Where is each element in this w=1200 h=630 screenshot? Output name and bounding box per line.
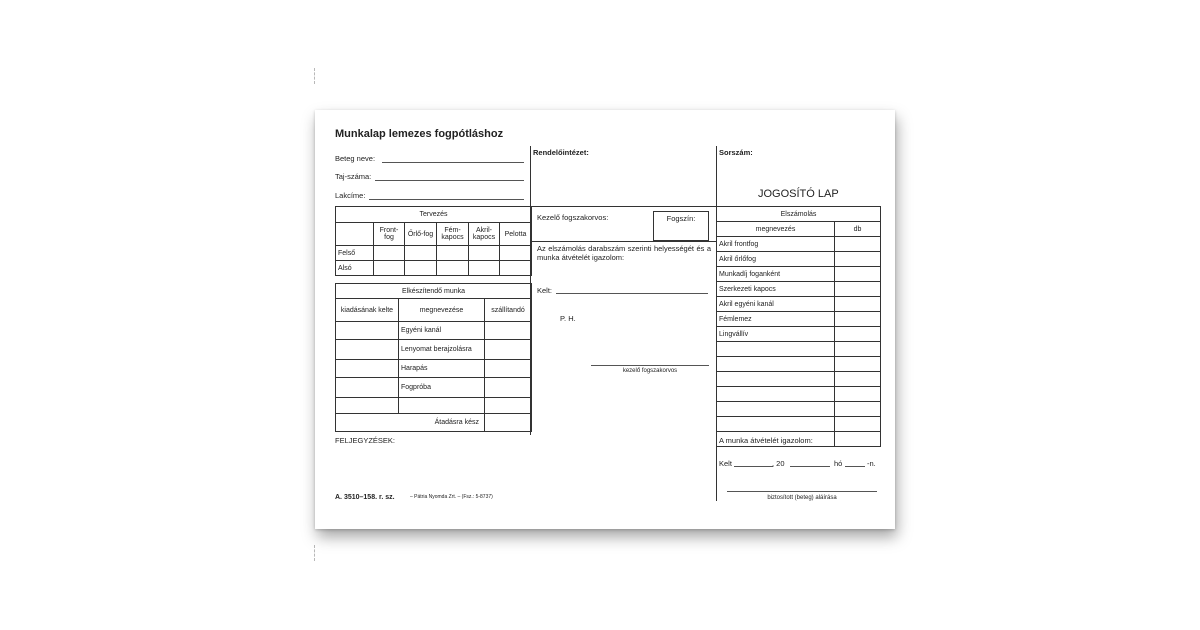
db-cell[interactable] — [835, 372, 881, 387]
fogszin-box[interactable] — [653, 211, 709, 241]
cell[interactable] — [336, 360, 399, 378]
row-also: Alsó — [336, 261, 374, 276]
col-frontfog: Front-fog — [374, 223, 405, 246]
db-cell[interactable] — [835, 252, 881, 267]
day-line[interactable] — [845, 466, 865, 467]
col-akrilkapocs: Akril-kapocs — [469, 223, 500, 246]
lakcime-label: Lakcíme: — [335, 191, 366, 200]
cell[interactable] — [485, 322, 532, 340]
col-szallitando: szállítandó — [485, 299, 532, 322]
kezelo-signature-line[interactable] — [591, 365, 709, 366]
elszamolas-item[interactable] — [717, 387, 835, 402]
sorszam-label: Sorszám: — [719, 148, 753, 157]
ho-label: hó — [834, 459, 843, 468]
tervezes-table — [335, 206, 532, 276]
igazolom-text: Az elszámolás darabszám szerinti helyességét és a munka átvételét igazolom: — [537, 244, 711, 262]
db-cell[interactable] — [835, 432, 881, 447]
atadasra-kesz: Átadásra kész — [336, 414, 485, 432]
kelt-label: Kelt: — [537, 286, 553, 295]
elszamolas-item[interactable] — [717, 417, 835, 432]
atvetel-kelt-label: Kelt — [719, 459, 732, 468]
elszamolas-header: Elszámolás — [717, 207, 881, 222]
row-felso: Felső — [336, 246, 374, 261]
col-db: db — [835, 222, 881, 237]
col-orlofog: Őrlő-fog — [405, 223, 437, 246]
taj-szama-line[interactable] — [375, 180, 524, 181]
elszamolas-item: Munkadíj foganként — [717, 267, 835, 282]
elszamolas-item: Fémlemez — [717, 312, 835, 327]
middle-rule — [530, 241, 716, 242]
elszamolas-item: Akril őrlőfog — [717, 252, 835, 267]
kezelo-signature-label: kezelő fogszakorvos — [622, 368, 678, 374]
crop-mark-bottom — [314, 545, 315, 561]
elszamolas-item[interactable] — [717, 402, 835, 417]
n-suffix: -n. — [867, 459, 876, 468]
db-cell[interactable] — [835, 282, 881, 297]
elszamolas-item[interactable] — [717, 342, 835, 357]
elszamolas-item: Akril frontfog — [717, 237, 835, 252]
db-cell[interactable] — [835, 237, 881, 252]
crop-mark-top — [314, 68, 315, 84]
patient-signature-label: biztosított (beteg) aláírása — [767, 495, 837, 501]
col-kelte: kiadásának kelte — [336, 299, 399, 322]
kelt-place-line[interactable] — [734, 466, 773, 467]
cell[interactable] — [485, 340, 532, 360]
cell[interactable] — [485, 414, 532, 432]
rendelointezet-label: Rendelőintézet: — [533, 148, 589, 157]
munka-table — [335, 283, 532, 432]
cell[interactable] — [336, 378, 399, 398]
elszamolas-item: Akril egyéni kanál — [717, 297, 835, 312]
col-megnevezes: megnevezés — [717, 222, 835, 237]
cell[interactable] — [485, 360, 532, 378]
year-prefix: , 20 — [772, 459, 785, 468]
taj-szama-label: Taj-száma: — [335, 172, 372, 181]
cell[interactable] — [374, 246, 405, 261]
atvetel-title: A munka átvételét igazolom: — [719, 436, 813, 445]
cell[interactable] — [336, 340, 399, 360]
col-femkapocs: Fém-kapocs — [437, 223, 469, 246]
cell[interactable] — [485, 378, 532, 398]
munka-item: Egyéni kanál — [399, 322, 485, 340]
col-pelotta: Pelotta — [500, 223, 532, 246]
ph-label: P. H. — [560, 314, 576, 323]
cell[interactable] — [437, 246, 469, 261]
db-cell[interactable] — [835, 357, 881, 372]
elszamolas-table — [716, 206, 881, 447]
db-cell[interactable] — [835, 312, 881, 327]
elszamolas-item[interactable] — [717, 357, 835, 372]
cell[interactable] — [405, 261, 437, 276]
kelt-line[interactable] — [556, 293, 708, 294]
year-line[interactable] — [790, 466, 830, 467]
munka-item: Harapás — [399, 360, 485, 378]
cell[interactable] — [485, 398, 532, 414]
db-cell[interactable] — [835, 417, 881, 432]
cell[interactable] — [469, 246, 500, 261]
cell[interactable] — [405, 246, 437, 261]
munka-item: Fogpróba — [399, 378, 485, 398]
col-megnevezese: megnevezése — [399, 299, 485, 322]
elszamolas-item[interactable] — [717, 372, 835, 387]
cell[interactable] — [336, 398, 399, 414]
jogosito-lap-title: JOGOSÍTÓ LAP — [758, 188, 839, 200]
db-cell[interactable] — [835, 342, 881, 357]
db-cell[interactable] — [835, 402, 881, 417]
cell[interactable] — [469, 261, 500, 276]
cell[interactable] — [500, 261, 532, 276]
cell[interactable] — [437, 261, 469, 276]
form-sheet — [315, 110, 895, 529]
munka-header: Elkészítendő munka — [336, 284, 532, 299]
lakcime-line[interactable] — [369, 199, 524, 200]
beteg-neve-label: Beteg neve: — [335, 154, 376, 163]
cell[interactable] — [374, 261, 405, 276]
kezelo-fogszakorvos-label: Kezelő fogszakorvos: — [537, 213, 609, 222]
db-cell[interactable] — [835, 267, 881, 282]
form-title: Munkalap lemezes fogpótláshoz — [335, 128, 504, 140]
cell[interactable] — [500, 246, 532, 261]
feljegyzesek-label: FELJEGYZÉSEK: — [335, 436, 396, 445]
middle-top-rule — [530, 206, 716, 207]
printer-info: – Pátria Nyomda Zrt. – (Fsz.: 5-8737) — [410, 494, 493, 500]
fogszin-label: Fogszín: — [666, 214, 696, 223]
beteg-neve-line[interactable] — [382, 162, 524, 163]
patient-signature-line[interactable] — [727, 491, 877, 492]
db-cell[interactable] — [835, 327, 881, 342]
tervezes-header: Tervezés — [336, 207, 532, 223]
db-cell[interactable] — [835, 297, 881, 312]
cell[interactable] — [336, 322, 399, 340]
db-cell[interactable] — [835, 387, 881, 402]
munka-item — [399, 398, 485, 414]
elszamolas-item: Lingvállív — [717, 327, 835, 342]
munka-item: Lenyomat berajzolásra — [399, 340, 485, 360]
form-code: A. 3510–158. r. sz. — [335, 494, 395, 501]
elszamolas-item: Szerkezeti kapocs — [717, 282, 835, 297]
